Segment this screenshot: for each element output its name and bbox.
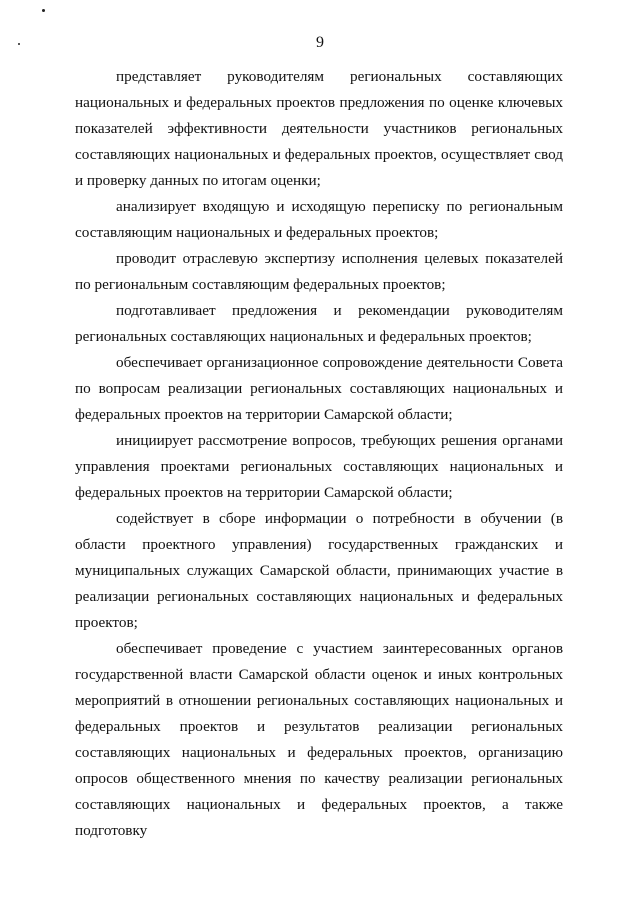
paragraph: проводит отраслевую экспертизу исполнения целевых показателей по региональным составляющим федеральных проектов;	[75, 250, 563, 293]
paragraph: содействует в сборе информации о потребности в обучении (в области проектного управления) государственных гражданских и муниципальных служащих Самарской области, принимающих участие в реализации региональных составляющих национальных и федеральных проектов;	[75, 510, 563, 631]
scan-artifact-dot	[42, 9, 45, 12]
paragraph: обеспечивает организационное сопровождение деятельности Совета по вопросам реализации региональных составляющих национальных и федеральных проектов на территории Самарской области;	[75, 354, 563, 423]
paragraph: представляет руководителям региональных составляющих национальных и федеральных проектов предложения по оценке ключевых показателей эффективности деятельности участников региональных составляющих национальных и федеральных проектов, осуществляет свод и проверку данных по итогам оценки;	[75, 68, 563, 189]
paragraph: анализирует входящую и исходящую переписку по региональным составляющим национальных и федеральных проектов;	[75, 198, 563, 241]
paragraph: обеспечивает проведение с участием заинтересованных органов государственной власти Самарской области оценок и иных контрольных мероприятий в отношении региональных составляющих национальных и федеральных проектов и результатов реализации региональных составляющих национальных и федеральных проектов, организацию опросов общественного мнения по качеству реализации региональных составляющих национальных и федеральных проектов, а также подготовку	[75, 640, 563, 839]
document-body	[75, 64, 563, 844]
page-number: 9	[316, 34, 324, 51]
paragraph: инициирует рассмотрение вопросов, требующих решения органами управления проектами региональных составляющих национальных и федеральных проектов на территории Самарской области;	[75, 432, 563, 501]
paragraph: подготавливает предложения и рекомендации руководителям региональных составляющих национальных и федеральных проектов;	[75, 302, 563, 345]
